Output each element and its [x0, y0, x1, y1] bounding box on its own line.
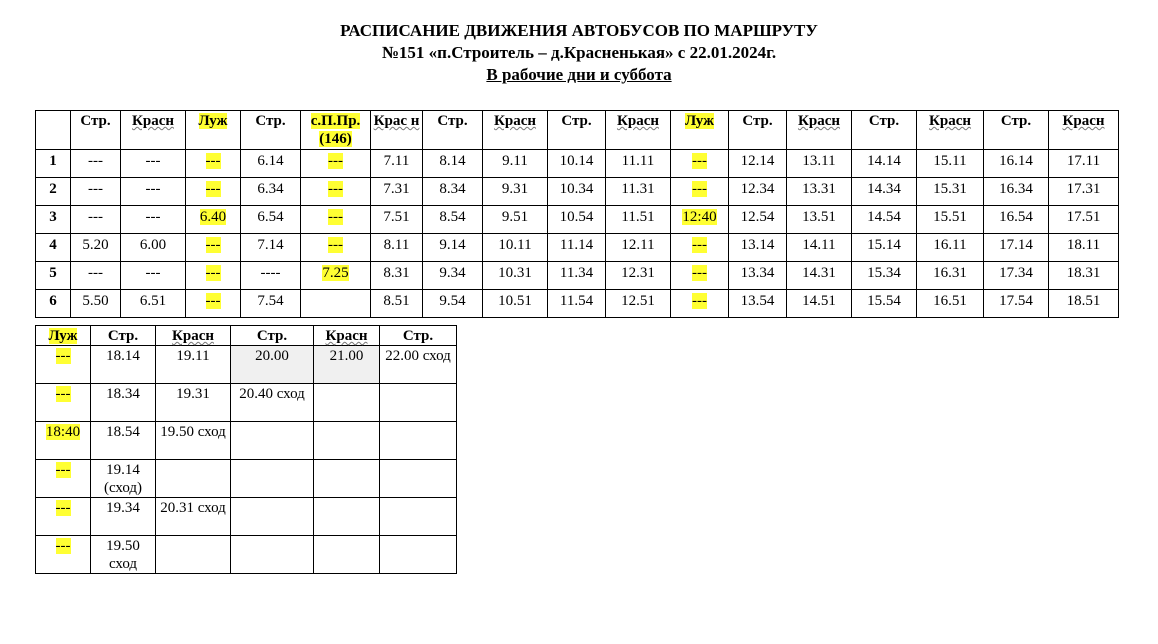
time-cell: 11.34	[548, 262, 606, 290]
time-cell	[314, 422, 380, 460]
time-cell: 10.31	[483, 262, 548, 290]
time-cell: ---	[36, 384, 91, 422]
time-cell	[314, 384, 380, 422]
time-cell: 14.51	[787, 290, 852, 318]
time-cell: ---	[186, 178, 241, 206]
time-cell: 18.54	[91, 422, 156, 460]
time-cell: 6.40	[186, 206, 241, 234]
time-cell: 16.51	[917, 290, 984, 318]
table-row	[36, 178, 1119, 206]
time-cell: 12.31	[606, 262, 671, 290]
time-cell: 17.51	[1049, 206, 1119, 234]
time-cell: ---	[71, 262, 121, 290]
time-cell: 12:40	[671, 206, 729, 234]
time-cell	[231, 498, 314, 536]
time-cell: ---	[301, 178, 371, 206]
time-cell: ---	[671, 178, 729, 206]
header-cell	[36, 111, 71, 150]
time-cell: 12.51	[606, 290, 671, 318]
time-cell: 8.31	[371, 262, 423, 290]
time-cell: ---	[301, 150, 371, 178]
header-cell: Красн	[787, 111, 852, 150]
title-line-1: РАСПИСАНИЕ ДВИЖЕНИЯ АВТОБУСОВ ПО МАРШРУТУ	[340, 21, 818, 40]
time-cell	[231, 422, 314, 460]
table-row	[36, 290, 1119, 318]
table-header-row	[36, 111, 1119, 150]
table-row	[36, 262, 1119, 290]
time-cell: 11.14	[548, 234, 606, 262]
time-cell: 6.14	[241, 150, 301, 178]
time-cell: 10.34	[548, 178, 606, 206]
title-line-3: В рабочие дни и суббота	[486, 65, 672, 84]
time-cell: 15.11	[917, 150, 984, 178]
time-cell: ---	[186, 262, 241, 290]
time-cell: ----	[241, 262, 301, 290]
time-cell: 19.50 сход	[156, 422, 231, 460]
table-row	[36, 422, 457, 460]
time-cell: 9.14	[423, 234, 483, 262]
time-cell: 17.11	[1049, 150, 1119, 178]
time-cell: 20.00	[231, 346, 314, 384]
trip-number-cell: 4	[36, 234, 71, 262]
time-cell: 13.51	[787, 206, 852, 234]
time-cell: 14.11	[787, 234, 852, 262]
header-cell: Стр.	[380, 326, 457, 346]
header-cell: Красн	[1049, 111, 1119, 150]
time-cell: 17.54	[984, 290, 1049, 318]
trip-number-cell: 1	[36, 150, 71, 178]
time-cell: 6.54	[241, 206, 301, 234]
table-row	[36, 150, 1119, 178]
time-cell: ---	[121, 178, 186, 206]
time-cell: ---	[36, 536, 91, 574]
time-cell: ---	[36, 460, 91, 498]
time-cell: ---	[36, 346, 91, 384]
time-cell: 13.11	[787, 150, 852, 178]
time-cell: ---	[671, 234, 729, 262]
header-cell: Луж	[671, 111, 729, 150]
header-cell: Стр.	[91, 326, 156, 346]
time-cell: 17.14	[984, 234, 1049, 262]
time-cell: 11.51	[606, 206, 671, 234]
time-cell	[156, 460, 231, 498]
trip-number-cell: 2	[36, 178, 71, 206]
time-cell	[380, 422, 457, 460]
time-cell: 10.11	[483, 234, 548, 262]
time-cell: 12.14	[729, 150, 787, 178]
time-cell	[314, 498, 380, 536]
time-cell: 8.34	[423, 178, 483, 206]
time-cell: 17.31	[1049, 178, 1119, 206]
time-cell: ---	[71, 178, 121, 206]
header-cell: Красн	[314, 326, 380, 346]
time-cell: 18.14	[91, 346, 156, 384]
time-cell: 20.40 сход	[231, 384, 314, 422]
header-cell: Луж	[186, 111, 241, 150]
time-cell	[231, 460, 314, 498]
table-row	[36, 234, 1119, 262]
time-cell: 15.31	[917, 178, 984, 206]
time-cell: 18.34	[91, 384, 156, 422]
time-cell: 6.51	[121, 290, 186, 318]
time-cell: 18.51	[1049, 290, 1119, 318]
trip-number-cell: 6	[36, 290, 71, 318]
time-cell: 15.51	[917, 206, 984, 234]
time-cell: ---	[186, 290, 241, 318]
time-cell: 16.54	[984, 206, 1049, 234]
time-cell: 7.14	[241, 234, 301, 262]
header-cell: Красн	[483, 111, 548, 150]
time-cell: 8.51	[371, 290, 423, 318]
time-cell	[301, 290, 371, 318]
header-cell: Красн	[156, 326, 231, 346]
header-cell: Луж	[36, 326, 91, 346]
time-cell: 16.11	[917, 234, 984, 262]
trip-number-cell: 5	[36, 262, 71, 290]
time-cell: ---	[671, 150, 729, 178]
time-cell: 8.11	[371, 234, 423, 262]
time-cell: 17.34	[984, 262, 1049, 290]
time-cell	[231, 536, 314, 574]
header-cell: Стр.	[231, 326, 314, 346]
time-cell: 19.31	[156, 384, 231, 422]
time-cell: ---	[36, 498, 91, 536]
time-cell: 7.54	[241, 290, 301, 318]
time-cell: 8.14	[423, 150, 483, 178]
time-cell	[380, 536, 457, 574]
time-cell: 12.11	[606, 234, 671, 262]
time-cell: 12.54	[729, 206, 787, 234]
table-row	[36, 206, 1119, 234]
evening-schedule-table	[35, 325, 457, 574]
time-cell: ---	[121, 262, 186, 290]
time-cell: 14.34	[852, 178, 917, 206]
time-cell: 9.34	[423, 262, 483, 290]
time-cell	[314, 536, 380, 574]
time-cell: 9.54	[423, 290, 483, 318]
title-line-2: №151 «п.Строитель – д.Красненькая» с 22.01.2024г.	[381, 43, 777, 62]
header-cell: Стр.	[852, 111, 917, 150]
time-cell: 12.34	[729, 178, 787, 206]
time-cell: 9.51	[483, 206, 548, 234]
time-cell: ---	[71, 150, 121, 178]
time-cell: 16.31	[917, 262, 984, 290]
table-row	[36, 460, 457, 498]
table-row	[36, 346, 457, 384]
time-cell: 14.54	[852, 206, 917, 234]
time-cell: 18:40	[36, 422, 91, 460]
header-cell: Стр.	[729, 111, 787, 150]
time-cell: 11.54	[548, 290, 606, 318]
table-row	[36, 536, 457, 574]
time-cell: 13.34	[729, 262, 787, 290]
main-schedule-table	[35, 110, 1119, 318]
time-cell: 5.20	[71, 234, 121, 262]
time-cell: 11.31	[606, 178, 671, 206]
time-cell: 10.51	[483, 290, 548, 318]
time-cell: 14.31	[787, 262, 852, 290]
time-cell: 13.54	[729, 290, 787, 318]
time-cell: 19.11	[156, 346, 231, 384]
time-cell: 15.54	[852, 290, 917, 318]
time-cell: 22.00 сход	[380, 346, 457, 384]
header-cell: Красн	[917, 111, 984, 150]
time-cell: 7.51	[371, 206, 423, 234]
time-cell: 19.14 (сход)	[91, 460, 156, 498]
time-cell: 6.34	[241, 178, 301, 206]
time-cell: 11.11	[606, 150, 671, 178]
table-row	[36, 384, 457, 422]
header-cell: Крас н	[371, 111, 423, 150]
time-cell	[380, 384, 457, 422]
trip-number-cell: 3	[36, 206, 71, 234]
time-cell: ---	[671, 262, 729, 290]
time-cell: 8.54	[423, 206, 483, 234]
header-cell: Стр.	[984, 111, 1049, 150]
header-cell: Стр.	[423, 111, 483, 150]
header-cell: Красн	[606, 111, 671, 150]
time-cell: 21.00	[314, 346, 380, 384]
time-cell: 15.14	[852, 234, 917, 262]
time-cell: 20.31 сход	[156, 498, 231, 536]
time-cell: 15.34	[852, 262, 917, 290]
time-cell	[314, 460, 380, 498]
schedule-header	[0, 20, 1158, 86]
table-header-row	[36, 326, 457, 346]
time-cell	[156, 536, 231, 574]
time-cell: 13.31	[787, 178, 852, 206]
time-cell: 7.31	[371, 178, 423, 206]
time-cell: 10.14	[548, 150, 606, 178]
time-cell: 16.14	[984, 150, 1049, 178]
time-cell: ---	[186, 150, 241, 178]
time-cell: ---	[186, 234, 241, 262]
header-cell: с.П.Пр. (146)	[301, 111, 371, 150]
time-cell: ---	[301, 206, 371, 234]
table-row	[36, 498, 457, 536]
time-cell: ---	[671, 290, 729, 318]
time-cell: ---	[121, 150, 186, 178]
header-cell: Красн	[121, 111, 186, 150]
time-cell: 14.14	[852, 150, 917, 178]
time-cell	[380, 498, 457, 536]
header-cell: Стр.	[241, 111, 301, 150]
time-cell: 18.11	[1049, 234, 1119, 262]
time-cell: 16.34	[984, 178, 1049, 206]
header-cell: Стр.	[71, 111, 121, 150]
header-cell: Стр.	[548, 111, 606, 150]
time-cell: ---	[301, 234, 371, 262]
time-cell: 6.00	[121, 234, 186, 262]
time-cell: 7.11	[371, 150, 423, 178]
time-cell: 5.50	[71, 290, 121, 318]
time-cell: 9.11	[483, 150, 548, 178]
time-cell: 7.25	[301, 262, 371, 290]
time-cell: 10.54	[548, 206, 606, 234]
time-cell: 9.31	[483, 178, 548, 206]
time-cell: ---	[71, 206, 121, 234]
time-cell: 18.31	[1049, 262, 1119, 290]
time-cell: 13.14	[729, 234, 787, 262]
time-cell: 19.34	[91, 498, 156, 536]
time-cell	[380, 460, 457, 498]
time-cell: ---	[121, 206, 186, 234]
time-cell: 19.50 сход	[91, 536, 156, 574]
